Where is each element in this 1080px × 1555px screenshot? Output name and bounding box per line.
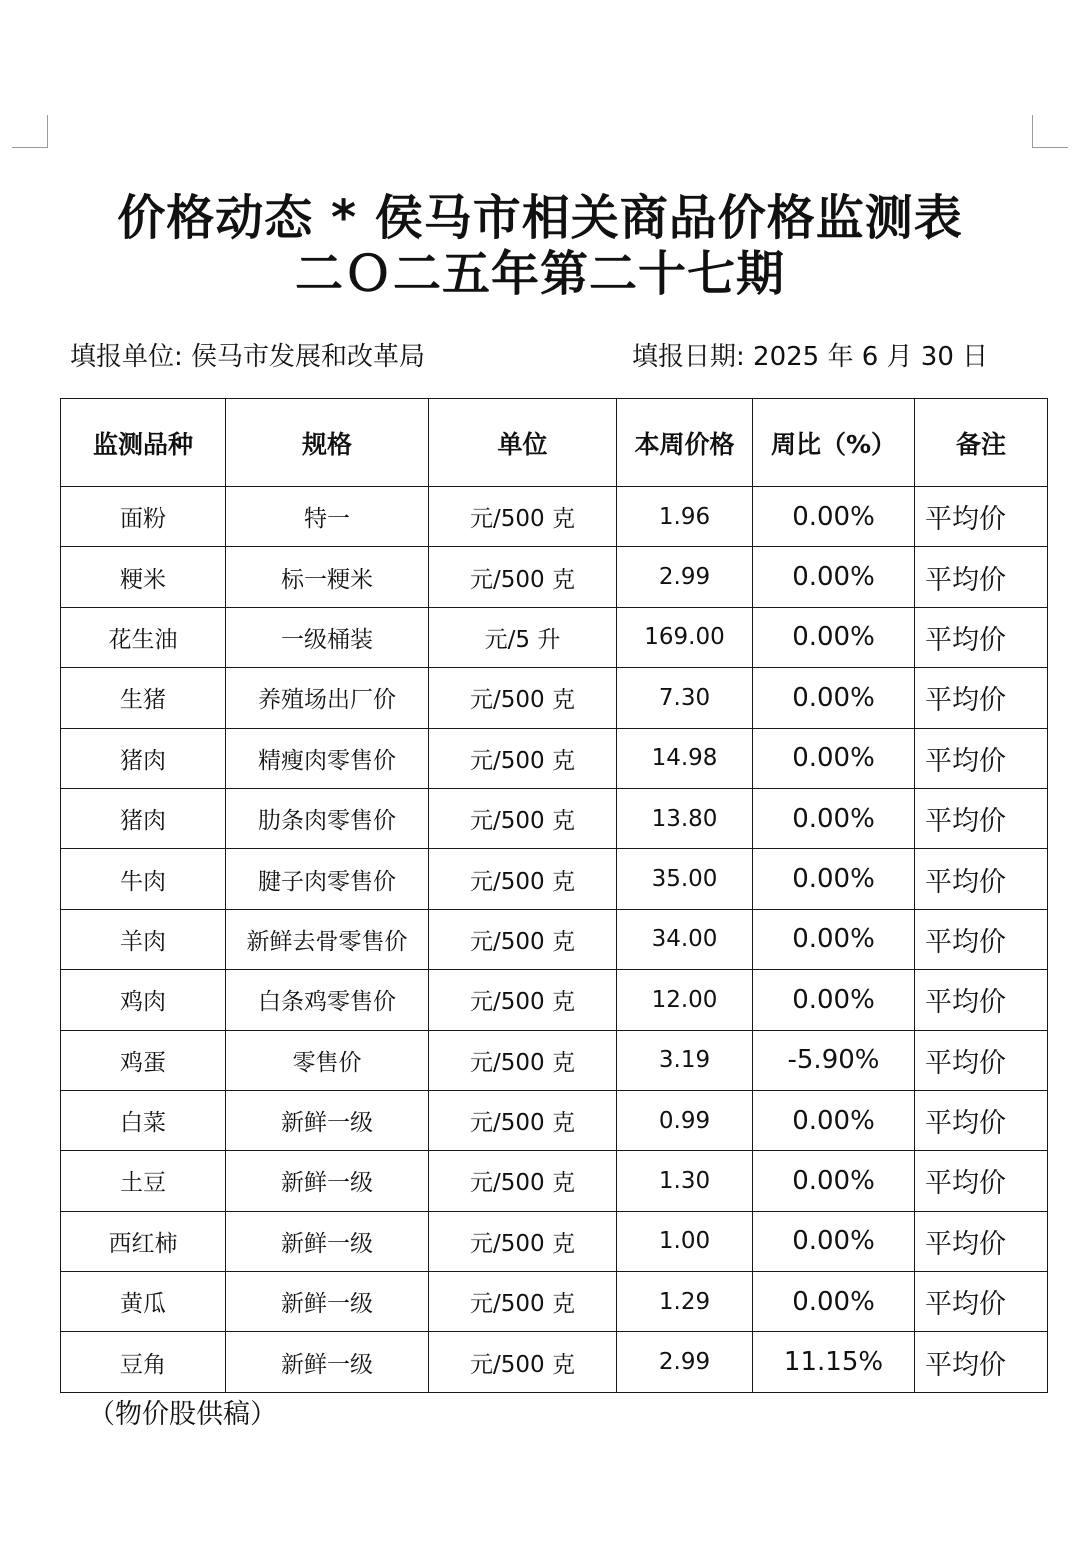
cell-change: 0.00%: [753, 909, 915, 969]
cell-spec: 白条鸡零售价: [226, 970, 429, 1030]
header-unit: 单位: [429, 399, 617, 487]
cell-price: 0.99: [617, 1090, 753, 1150]
table-row: [61, 788, 1048, 848]
cell-price: 7.30: [617, 668, 753, 728]
cell-note: 平均价: [915, 1151, 1048, 1211]
cell-unit: 元/500 克: [429, 788, 617, 848]
cell-item: 花生油: [61, 607, 226, 667]
header-change: 周比（%）: [753, 399, 915, 487]
header-price: 本周价格: [617, 399, 753, 487]
cell-note: 平均价: [915, 1030, 1048, 1090]
table-row: [61, 970, 1048, 1030]
cell-unit: 元/500 克: [429, 728, 617, 788]
cell-unit: 元/500 克: [429, 547, 617, 607]
cell-spec: 标一粳米: [226, 547, 429, 607]
cell-spec: 新鲜一级: [226, 1151, 429, 1211]
cell-item: 豆角: [61, 1332, 226, 1392]
cell-change: 0.00%: [753, 547, 915, 607]
document-title: 价格动态 * 侯马市相关商品价格监测表: [117, 190, 963, 246]
cell-price: 2.99: [617, 1332, 753, 1392]
table-row: [61, 1030, 1048, 1090]
cell-unit: 元/500 克: [429, 1030, 617, 1090]
cell-price: 1.29: [617, 1272, 753, 1332]
cell-change: 0.00%: [753, 788, 915, 848]
cell-item: 猪肉: [61, 788, 226, 848]
cell-note: 平均价: [915, 487, 1048, 547]
table-row: [61, 1090, 1048, 1150]
header-note: 备注: [915, 399, 1048, 487]
cell-note: 平均价: [915, 970, 1048, 1030]
cell-note: 平均价: [915, 849, 1048, 909]
cell-note: 平均价: [915, 1272, 1048, 1332]
cell-change: 11.15%: [753, 1332, 915, 1392]
crop-mark-top-left: [47, 115, 48, 147]
cell-change: 0.00%: [753, 607, 915, 667]
cell-price: 35.00: [617, 849, 753, 909]
cell-spec: 零售价: [226, 1030, 429, 1090]
cell-unit: 元/5 升: [429, 607, 617, 667]
header-item: 监测品种: [61, 399, 226, 487]
cell-price: 1.96: [617, 487, 753, 547]
cell-note: 平均价: [915, 668, 1048, 728]
cell-note: 平均价: [915, 1211, 1048, 1271]
table-row: [61, 849, 1048, 909]
cell-unit: 元/500 克: [429, 909, 617, 969]
cell-unit: 元/500 克: [429, 668, 617, 728]
cell-price: 169.00: [617, 607, 753, 667]
cell-spec: 精瘦肉零售价: [226, 728, 429, 788]
cell-item: 粳米: [61, 547, 226, 607]
cell-spec: 特一: [226, 487, 429, 547]
cell-item: 鸡肉: [61, 970, 226, 1030]
cell-unit: 元/500 克: [429, 1211, 617, 1271]
table-row: [61, 1272, 1048, 1332]
cell-item: 牛肉: [61, 849, 226, 909]
table-row: [61, 728, 1048, 788]
cell-change: 0.00%: [753, 728, 915, 788]
cell-spec: 腱子肉零售价: [226, 849, 429, 909]
header-spec: 规格: [226, 399, 429, 487]
cell-change: 0.00%: [753, 1211, 915, 1271]
table-row: [61, 547, 1048, 607]
cell-change: 0.00%: [753, 1090, 915, 1150]
source-note: （物价股供稿）: [88, 1399, 277, 1430]
cell-item: 土豆: [61, 1151, 226, 1211]
table-row: [61, 909, 1048, 969]
cell-note: 平均价: [915, 607, 1048, 667]
cell-unit: 元/500 克: [429, 487, 617, 547]
cell-price: 3.19: [617, 1030, 753, 1090]
price-table: [60, 398, 1048, 1393]
cell-item: 白菜: [61, 1090, 226, 1150]
reporting-unit: 填报单位: 侯马市发展和改革局: [70, 342, 426, 372]
crop-mark-top-right: [1032, 115, 1033, 147]
cell-change: 0.00%: [753, 1272, 915, 1332]
cell-price: 34.00: [617, 909, 753, 969]
cell-spec: 一级桶装: [226, 607, 429, 667]
table-row: [61, 668, 1048, 728]
cell-change: 0.00%: [753, 487, 915, 547]
cell-note: 平均价: [915, 1090, 1048, 1150]
cell-change: 0.00%: [753, 970, 915, 1030]
cell-unit: 元/500 克: [429, 849, 617, 909]
cell-change: 0.00%: [753, 849, 915, 909]
cell-item: 鸡蛋: [61, 1030, 226, 1090]
cell-note: 平均价: [915, 728, 1048, 788]
crop-mark-top-left: [12, 147, 48, 148]
cell-item: 黄瓜: [61, 1272, 226, 1332]
cell-price: 13.80: [617, 788, 753, 848]
table-row: [61, 1211, 1048, 1271]
cell-spec: 新鲜去骨零售价: [226, 909, 429, 969]
cell-spec: 养殖场出厂价: [226, 668, 429, 728]
cell-unit: 元/500 克: [429, 1332, 617, 1392]
cell-note: 平均价: [915, 788, 1048, 848]
cell-item: 面粉: [61, 487, 226, 547]
cell-change: 0.00%: [753, 1151, 915, 1211]
cell-item: 羊肉: [61, 909, 226, 969]
cell-note: 平均价: [915, 909, 1048, 969]
cell-unit: 元/500 克: [429, 1151, 617, 1211]
cell-price: 2.99: [617, 547, 753, 607]
cell-price: 1.00: [617, 1211, 753, 1271]
table-body: [61, 487, 1048, 1393]
cell-spec: 新鲜一级: [226, 1090, 429, 1150]
crop-mark-top-right: [1032, 147, 1068, 148]
cell-note: 平均价: [915, 547, 1048, 607]
cell-spec: 新鲜一级: [226, 1272, 429, 1332]
table-row: [61, 1332, 1048, 1392]
table-row: [61, 607, 1048, 667]
cell-spec: 肋条肉零售价: [226, 788, 429, 848]
cell-unit: 元/500 克: [429, 1090, 617, 1150]
issue-number: 二Ｏ二五年第二十七期: [294, 246, 785, 302]
table-header-row: [61, 399, 1048, 487]
cell-unit: 元/500 克: [429, 1272, 617, 1332]
cell-price: 14.98: [617, 728, 753, 788]
cell-unit: 元/500 克: [429, 970, 617, 1030]
cell-spec: 新鲜一级: [226, 1332, 429, 1392]
cell-note: 平均价: [915, 1332, 1048, 1392]
cell-change: -5.90%: [753, 1030, 915, 1090]
reporting-date: 填报日期: 2025 年 6 月 30 日: [632, 342, 989, 372]
cell-change: 0.00%: [753, 668, 915, 728]
cell-item: 生猪: [61, 668, 226, 728]
cell-item: 猪肉: [61, 728, 226, 788]
cell-item: 西红柿: [61, 1211, 226, 1271]
cell-price: 12.00: [617, 970, 753, 1030]
table-row: [61, 1151, 1048, 1211]
cell-spec: 新鲜一级: [226, 1211, 429, 1271]
cell-price: 1.30: [617, 1151, 753, 1211]
table-row: [61, 487, 1048, 547]
